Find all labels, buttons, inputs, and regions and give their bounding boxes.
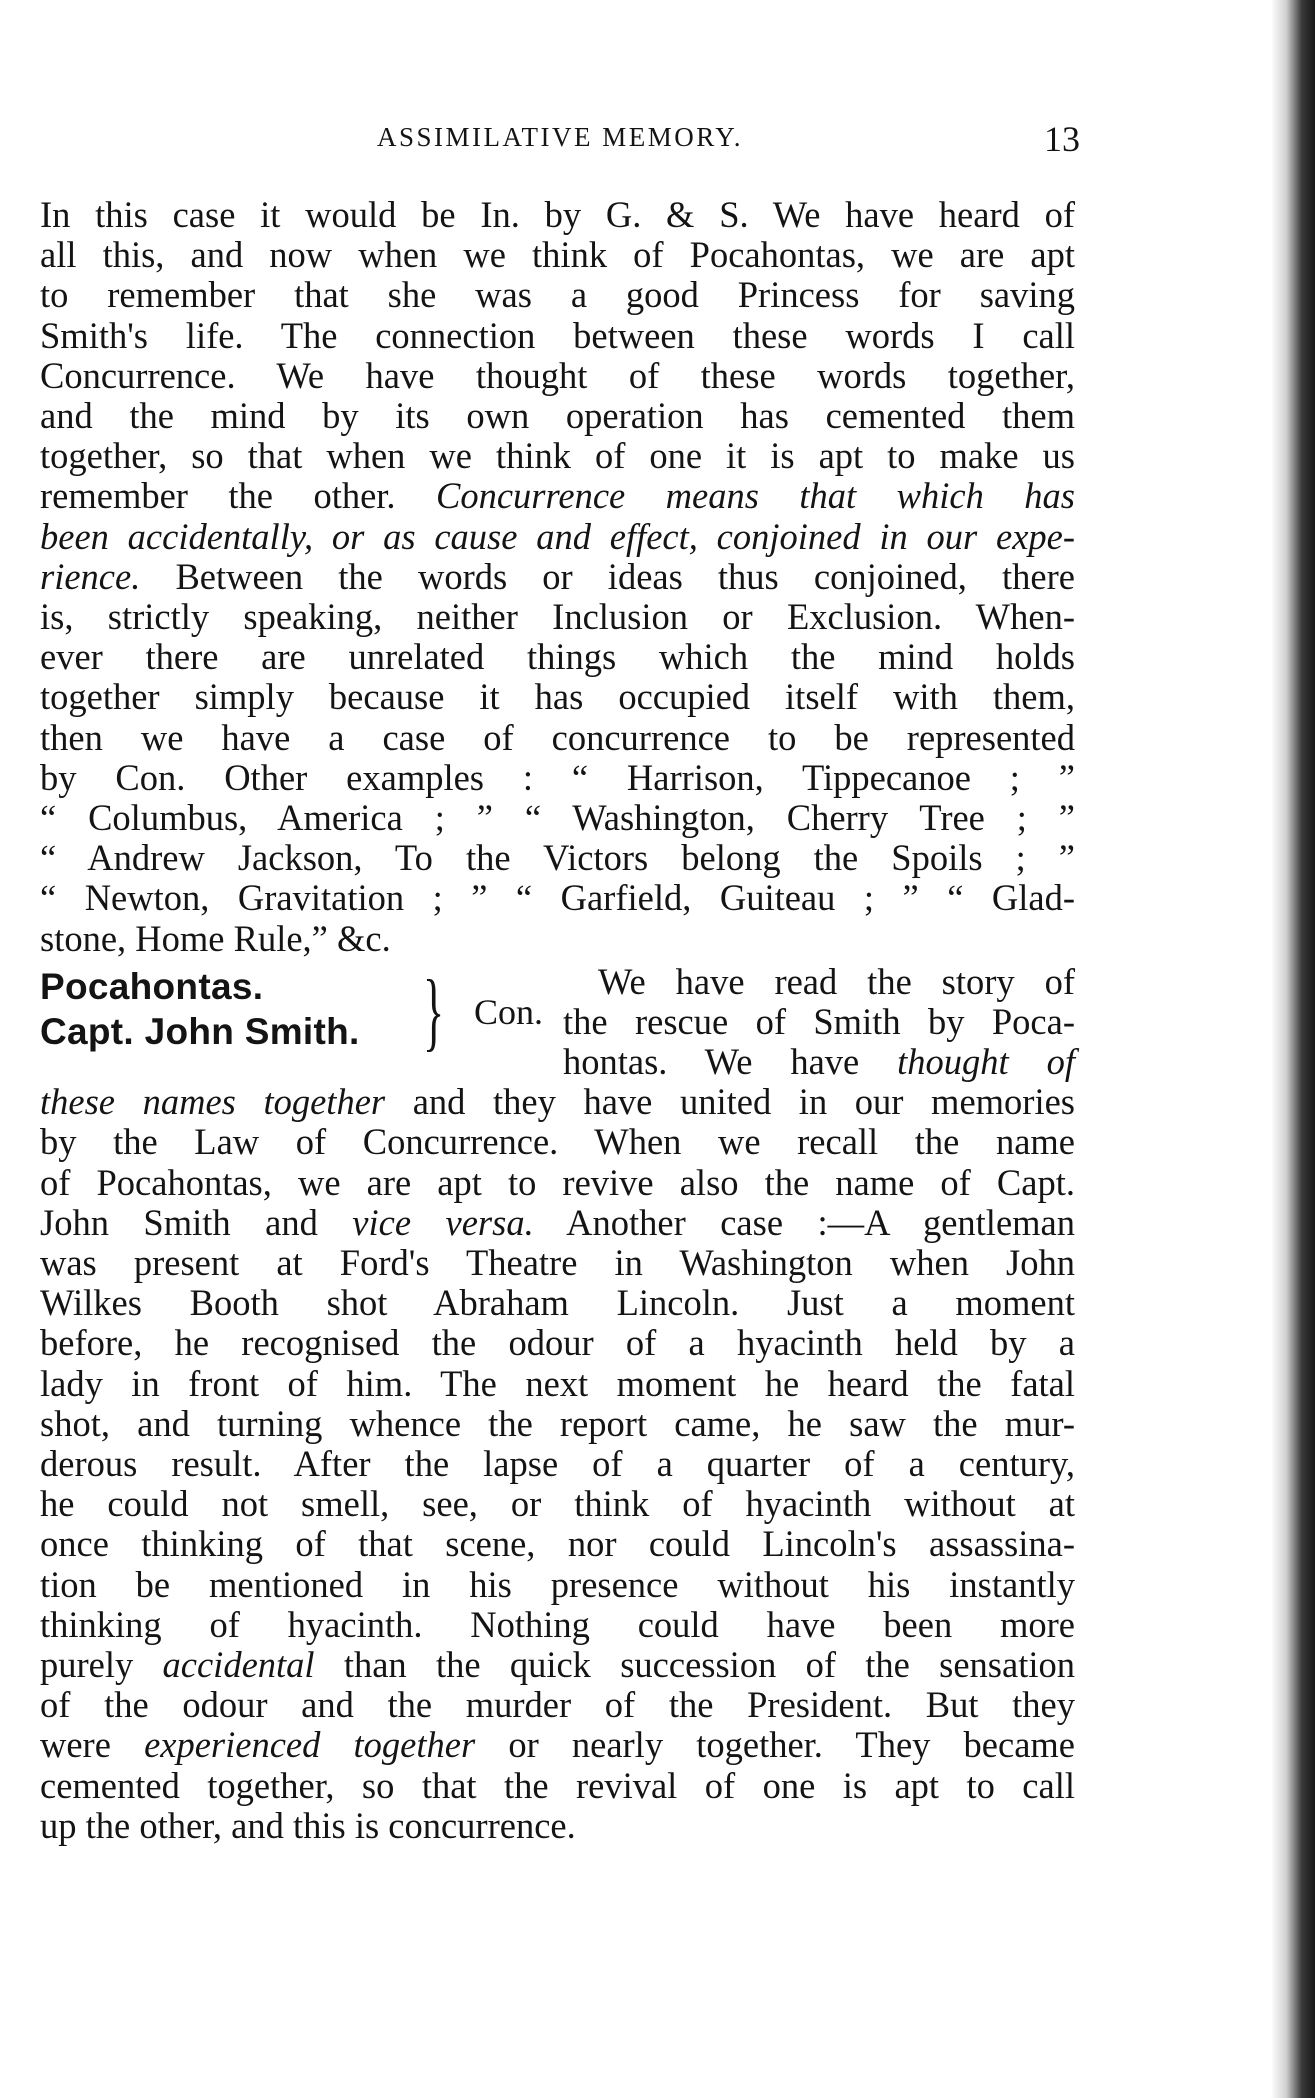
text-line	[40, 597, 1075, 637]
scan-page-edge	[1271, 0, 1315, 2098]
text-line	[40, 1243, 1075, 1283]
text-run: tion be mentioned in his presence without his instantly	[40, 1563, 1075, 1605]
text-run: remember the other.	[40, 475, 437, 517]
text-run: up the other, and this is concurrence.	[40, 1804, 576, 1846]
text-run: “ Columbus, America ; ” “ Washington, Cherry Tree ; ”	[40, 797, 1075, 839]
page-number: 13	[1044, 119, 1080, 159]
text-line	[40, 1042, 1075, 1082]
text-run: thinking of hyacinth. Nothing could have been more	[40, 1603, 1075, 1645]
text-run: all this, and now when we think of Pocahontas, we are apt	[40, 234, 1075, 276]
paragraph-pocahontas-example	[40, 1042, 1075, 1846]
text-line	[40, 1645, 1075, 1685]
italic-text: these names together	[40, 1081, 386, 1123]
text-line	[40, 1605, 1075, 1645]
italic-text: vice versa.	[352, 1201, 534, 1243]
italic-text: Concurrence means that which has	[436, 475, 1075, 517]
text-line	[40, 517, 1075, 557]
paragraph-concurrence-definition	[40, 195, 1075, 959]
page-header	[40, 118, 1080, 168]
text-line	[40, 1283, 1075, 1323]
text-line	[40, 798, 1075, 838]
text-run: together, so that when we think of one it is apt to make us	[40, 435, 1075, 477]
text-line	[40, 476, 1075, 516]
text-run: by Con. Other examples : “ Harrison, Tippecanoe ; ”	[40, 756, 1075, 798]
margin-note-brace: }	[423, 963, 445, 1060]
text-line	[40, 1766, 1075, 1806]
text-run: to remember that she was a good Princess for saving	[40, 274, 1075, 316]
text-run: is, strictly speaking, neither Inclusion or Exclusion. When-	[40, 596, 1075, 638]
italic-text: rience.	[40, 555, 141, 597]
text-run: shot, and turning whence the report came, he saw the mur-	[40, 1402, 1075, 1444]
text-run: were	[40, 1724, 145, 1766]
text-run: Between the words or ideas thus conjoined, there	[140, 555, 1075, 597]
text-line	[40, 758, 1075, 798]
italic-text: been accidentally, or as cause and effect, conjoined in our expe-	[40, 515, 1075, 557]
text-line	[40, 1685, 1075, 1725]
text-run: Another case :—A gentleman	[533, 1201, 1075, 1243]
text-run: purely	[40, 1644, 163, 1686]
text-run: In this case it would be In. by G. & S. We have heard of	[40, 194, 1075, 235]
text-line	[40, 316, 1075, 356]
text-line	[40, 195, 1075, 235]
margin-note-john-smith: Capt. John Smith.	[40, 1011, 360, 1052]
side-text	[563, 962, 1075, 1042]
text-run: by the Law of Concurrence. When we recall the name	[40, 1121, 1075, 1163]
text-line	[40, 1122, 1075, 1162]
text-run: and they have united in our memories	[385, 1081, 1075, 1123]
text-line	[40, 1444, 1075, 1484]
side-text-line: We have read the story of	[598, 961, 1075, 1002]
text-run: Smith's life. The connection between these words I call	[40, 314, 1075, 356]
text-run: than the quick succession of the sensation	[314, 1644, 1075, 1686]
text-line	[40, 718, 1075, 758]
text-run: of the odour and the murder of the President. But they	[40, 1684, 1075, 1726]
text-line	[40, 1404, 1075, 1444]
text-run: together simply because it has occupied itself with them,	[40, 676, 1075, 718]
text-line	[40, 1364, 1075, 1404]
text-line	[40, 1806, 1075, 1846]
text-line	[40, 235, 1075, 275]
text-line	[40, 275, 1075, 315]
text-run: “ Newton, Gravitation ; ” “ Garfield, Guiteau ; ” “ Glad-	[40, 877, 1075, 919]
text-line	[40, 1484, 1075, 1524]
text-run: was present at Ford's Theatre in Washington when John	[40, 1242, 1075, 1284]
text-run: cemented together, so that the revival of one is apt to call	[40, 1764, 1075, 1806]
italic-text: experienced together	[144, 1724, 476, 1766]
text-line	[40, 557, 1075, 597]
text-line	[40, 1565, 1075, 1605]
text-run: once thinking of that scene, nor could Lincoln's assassina-	[40, 1523, 1075, 1565]
text-run: John Smith and	[40, 1201, 353, 1243]
running-head: ASSIMILATIVE MEMORY.	[376, 122, 744, 152]
text-run: before, he recognised the odour of a hyacinth held by a	[40, 1322, 1075, 1364]
italic-text: accidental	[162, 1644, 315, 1686]
text-line	[40, 436, 1075, 476]
text-line	[40, 1524, 1075, 1564]
text-run: lady in front of him. The next moment he heard the fatal	[40, 1362, 1075, 1404]
text-run: or nearly together. They became	[475, 1724, 1075, 1766]
text-run: “ Andrew Jackson, To the Victors belong the Spoils ; ”	[40, 837, 1075, 879]
side-text-line: the rescue of Smith by Poca-	[563, 1001, 1075, 1043]
text-line	[40, 677, 1075, 717]
text-run: stone, Home Rule,” &c.	[40, 917, 391, 959]
text-line	[40, 838, 1075, 878]
text-line	[40, 1323, 1075, 1363]
text-line	[40, 919, 1075, 959]
margin-note-pocahontas: Pocahontas.	[40, 966, 264, 1007]
margin-note-con-label: Con.	[474, 992, 544, 1032]
text-run: of Pocahontas, we are apt to revive also the name of Capt.	[40, 1161, 1075, 1203]
text-line	[40, 637, 1075, 677]
italic-text: thought of	[897, 1041, 1075, 1082]
text-line	[40, 1725, 1075, 1765]
text-run: he could not smell, see, or think of hyacinth without at	[40, 1483, 1075, 1525]
text-run: Wilkes Booth shot Abraham Lincoln. Just a moment	[40, 1282, 1075, 1324]
text-run: ever there are unrelated things which the mind holds	[40, 636, 1075, 678]
text-run: then we have a case of concurrence to be represented	[40, 716, 1075, 758]
text-line	[40, 396, 1075, 436]
text-line	[40, 878, 1075, 918]
text-line	[40, 1082, 1075, 1122]
text-line	[40, 356, 1075, 396]
text-run: and the mind by its own operation has cemented them	[40, 395, 1075, 437]
text-run: Concurrence. We have thought of these words together,	[40, 354, 1075, 396]
text-line	[40, 1203, 1075, 1243]
text-line	[40, 1163, 1075, 1203]
text-run: hontas. We have	[563, 1041, 898, 1082]
text-run: derous result. After the lapse of a quarter of a century,	[40, 1443, 1075, 1485]
